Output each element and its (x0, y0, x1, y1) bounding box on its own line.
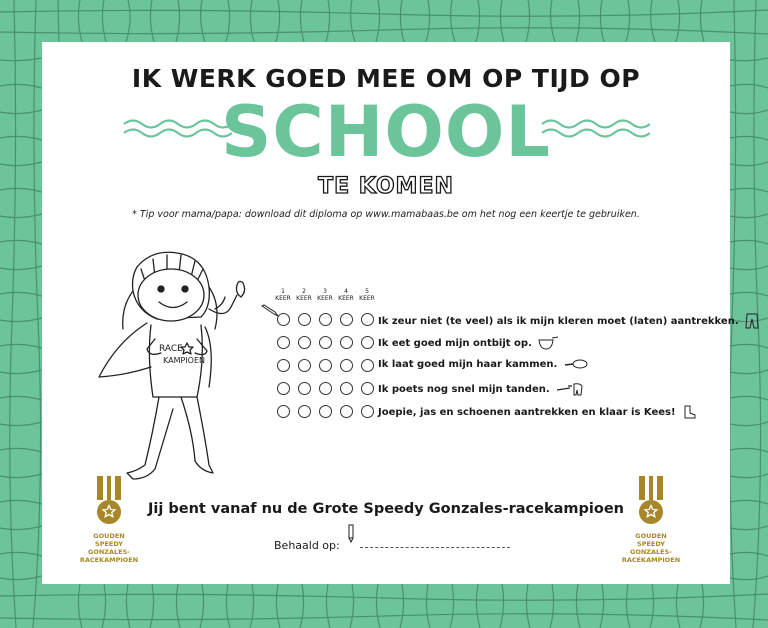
checkbox-circle[interactable] (340, 313, 353, 326)
date-line[interactable] (360, 547, 510, 548)
task-text: Joepie, jas en schoenen aantrekken en klaar is Kees! (378, 407, 676, 418)
diploma-sheet (42, 42, 739, 584)
task-item (378, 313, 759, 329)
superhero-child-illustration (97, 247, 247, 487)
pencil-icon (346, 524, 362, 544)
task-item (378, 405, 696, 419)
champion-headline: Jij bent vanaf nu de Grote Speedy Gonzales-racekampioen (148, 501, 624, 517)
tip-note: * Tip voor mama/papa: download dit diploma op www.mamabaas.be om het nog een keertje te gebruiken. (132, 209, 640, 220)
keer-number: 3 (323, 288, 327, 295)
hairbrush-icon (564, 359, 588, 369)
keer-number: 2 (302, 288, 306, 295)
checkbox-circle[interactable] (298, 382, 311, 395)
checkbox-circle[interactable] (298, 313, 311, 326)
checkbox-circle[interactable] (277, 359, 290, 372)
checkbox-circle[interactable] (340, 336, 353, 349)
keer-word: KEER (359, 295, 375, 302)
task-item (378, 382, 584, 396)
medal-line: RACEKAMPIOEN (621, 556, 681, 564)
keer-word: KEER (317, 295, 333, 302)
task-text: Ik laat goed mijn haar kammen. (378, 359, 558, 370)
checkbox-circle[interactable] (319, 382, 332, 395)
checkbox-circle[interactable] (319, 336, 332, 349)
task-item (378, 336, 560, 350)
pants-icon (745, 313, 759, 329)
keer-number: 4 (344, 288, 348, 295)
medal-line: GOUDEN (93, 532, 125, 540)
checkbox-circle[interactable] (298, 405, 311, 418)
keer-number: 1 (281, 288, 285, 295)
toothbrush-icon (556, 382, 584, 396)
checkbox-circle[interactable] (319, 313, 332, 326)
checkbox-circle[interactable] (361, 359, 374, 372)
checkbox-circle[interactable] (298, 336, 311, 349)
keer-word: KEER (275, 295, 291, 302)
keer-word: KEER (296, 295, 312, 302)
medal-line: SPEEDY GONZALES- (87, 540, 130, 556)
diploma-title: IK WERK GOED MEE OM OP TIJD OP (131, 64, 641, 93)
behaald-label: Behaald op: (274, 539, 340, 552)
checkbox-circle[interactable] (319, 405, 332, 418)
checkbox-circle[interactable] (361, 382, 374, 395)
bowl-icon (538, 336, 560, 350)
task-text: Ik eet goed mijn ontbijt op. (378, 338, 532, 349)
checkbox-circle[interactable] (361, 313, 374, 326)
medal-label (74, 532, 144, 564)
task-text: Ik zeur niet (te veel) als ik mijn kleren moet (laten) aantrekken. (378, 316, 739, 327)
checkbox-circle[interactable] (340, 405, 353, 418)
boot-icon (682, 405, 696, 419)
task-text: Ik poets nog snel mijn tanden. (378, 384, 550, 395)
gold-medal-right (616, 476, 686, 564)
shirt-race-text: RACE (159, 344, 183, 354)
medal-line: RACEKAMPIOEN (79, 556, 139, 564)
school-heading: SCHOOL (221, 91, 551, 173)
keer-number: 5 (365, 288, 369, 295)
checkbox-circle[interactable] (340, 382, 353, 395)
medal-line: SPEEDY GONZALES- (629, 540, 672, 556)
checkbox-circle[interactable] (298, 359, 311, 372)
keer-label-5 (355, 288, 379, 302)
checkbox-circle[interactable] (277, 382, 290, 395)
medal-line: GOUDEN (635, 532, 667, 540)
keer-word: KEER (338, 295, 354, 302)
medal-label (616, 532, 686, 564)
checkbox-circle[interactable] (361, 336, 374, 349)
shirt-kampioen-text: KAMPIOEN (163, 356, 205, 365)
checkbox-circle[interactable] (277, 405, 290, 418)
task-item (378, 359, 588, 370)
checkbox-circle[interactable] (319, 359, 332, 372)
te-komen-heading: TE KOMEN (318, 174, 454, 199)
checkbox-circle[interactable] (277, 313, 290, 326)
gold-medal-left (74, 476, 144, 564)
checkbox-circle[interactable] (340, 359, 353, 372)
checkbox-circle[interactable] (361, 405, 374, 418)
checkbox-circle[interactable] (277, 336, 290, 349)
